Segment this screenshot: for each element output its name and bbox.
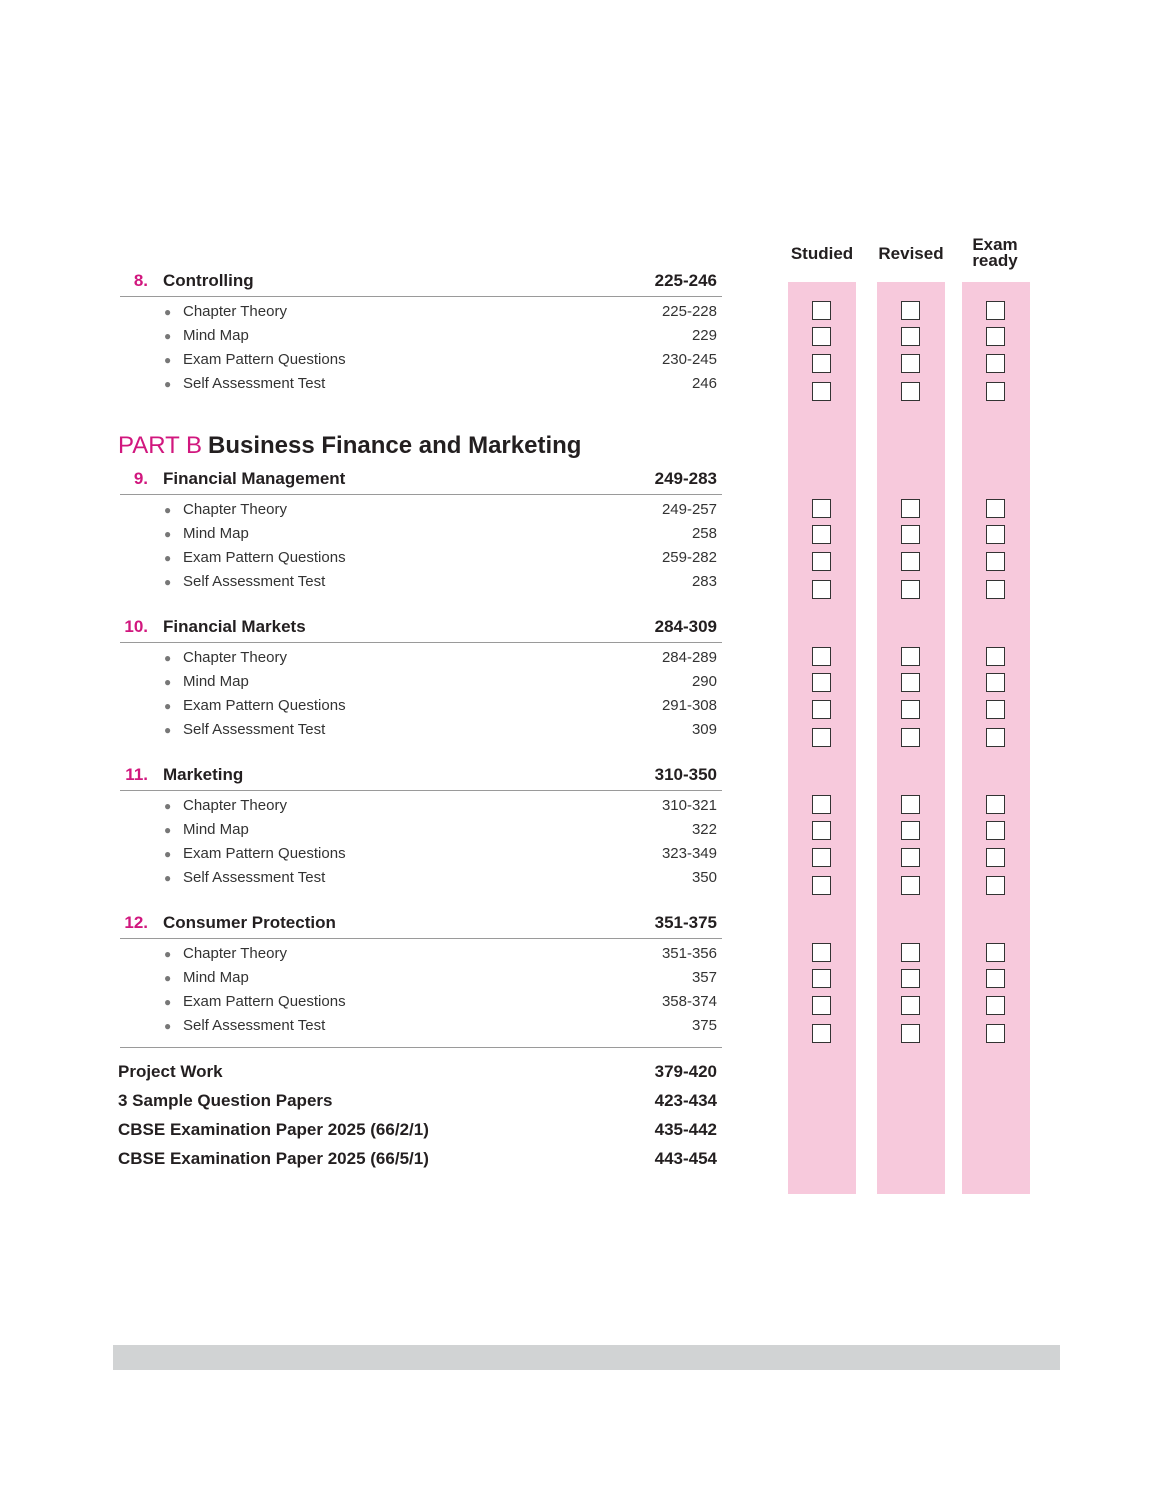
section-pages: 284-289: [661, 649, 717, 666]
checkbox-exam-ready[interactable]: [986, 821, 1005, 840]
checkbox-studied[interactable]: [812, 700, 831, 719]
checkbox-revised[interactable]: [901, 700, 920, 719]
section-label: Chapter Theory: [183, 797, 287, 814]
section-label: Chapter Theory: [183, 945, 287, 962]
chapter-rule: [120, 296, 722, 297]
checkbox-revised[interactable]: [901, 1024, 920, 1043]
bullet-icon: ●: [164, 651, 172, 665]
checkbox-exam-ready[interactable]: [986, 728, 1005, 747]
part-title: Business Finance and Marketing: [208, 432, 582, 459]
column-header-exam-ready-line2: ready: [972, 251, 1018, 270]
checkbox-exam-ready[interactable]: [986, 876, 1005, 895]
checkbox-exam-ready[interactable]: [986, 499, 1005, 518]
column-header-exam-ready-line1: Exam: [972, 235, 1018, 254]
section-label: Exam Pattern Questions: [183, 993, 346, 1010]
checkbox-studied[interactable]: [812, 647, 831, 666]
checkbox-revised[interactable]: [901, 580, 920, 599]
chapter-pages: 249-283: [654, 469, 717, 488]
checkbox-revised[interactable]: [901, 996, 920, 1015]
checkbox-studied[interactable]: [812, 795, 831, 814]
extra-title: 3 Sample Question Papers: [118, 1091, 333, 1110]
chapter-pages: 284-309: [654, 617, 717, 636]
chapter-number: 8.: [133, 271, 148, 290]
section-label: Self Assessment Test: [183, 721, 326, 738]
section-pages: 290: [691, 673, 717, 690]
checkbox-exam-ready[interactable]: [986, 647, 1005, 666]
section-label: Mind Map: [183, 525, 249, 542]
column-header-revised: Revised: [878, 244, 944, 263]
section-pages: 259-282: [661, 549, 717, 566]
chapter-rule: [120, 790, 722, 791]
checkbox-revised[interactable]: [901, 943, 920, 962]
checkbox-exam-ready[interactable]: [986, 327, 1005, 346]
chapter-rule: [120, 642, 722, 643]
checkbox-revised[interactable]: [901, 301, 920, 320]
chapter-number: 11.: [125, 765, 148, 784]
column-header-studied: Studied: [790, 244, 854, 263]
checkbox-exam-ready[interactable]: [986, 848, 1005, 867]
section-label: Chapter Theory: [183, 303, 287, 320]
checkbox-studied[interactable]: [812, 969, 831, 988]
extra-title: CBSE Examination Paper 2025 (66/5/1): [118, 1149, 429, 1168]
extra-pages: 435-442: [654, 1120, 717, 1139]
bullet-icon: ●: [164, 823, 172, 837]
checkbox-exam-ready[interactable]: [986, 552, 1005, 571]
chapter-rule: [120, 938, 722, 939]
checkbox-studied[interactable]: [812, 848, 831, 867]
checkbox-revised[interactable]: [901, 673, 920, 692]
extra-pages: 423-434: [654, 1091, 717, 1110]
section-label: Mind Map: [183, 969, 249, 986]
bullet-icon: ●: [164, 503, 172, 517]
section-label: Exam Pattern Questions: [183, 351, 346, 368]
section-pages: 351-356: [661, 945, 717, 962]
checkbox-studied[interactable]: [812, 876, 831, 895]
section-label: Exam Pattern Questions: [183, 697, 346, 714]
checkbox-studied[interactable]: [812, 382, 831, 401]
checkbox-studied[interactable]: [812, 1024, 831, 1043]
checkbox-exam-ready[interactable]: [986, 1024, 1005, 1043]
chapter-title: Financial Management: [163, 469, 346, 488]
checkbox-studied[interactable]: [812, 499, 831, 518]
extra-pages: 443-454: [654, 1149, 717, 1168]
checkbox-revised[interactable]: [901, 821, 920, 840]
checkbox-studied[interactable]: [812, 996, 831, 1015]
checkbox-revised[interactable]: [901, 969, 920, 988]
section-pages: 309: [691, 721, 717, 738]
section-label: Mind Map: [183, 327, 249, 344]
list-end-rule: [120, 1047, 722, 1048]
section-pages: 358-374: [661, 993, 717, 1010]
section-pages: 375: [691, 1017, 717, 1034]
section-label: Self Assessment Test: [183, 869, 326, 886]
extra-pages: 379-420: [654, 1062, 717, 1081]
chapter-number: 9.: [133, 469, 148, 488]
section-pages: 323-349: [661, 845, 717, 862]
checkbox-exam-ready[interactable]: [986, 580, 1005, 599]
section-label: Exam Pattern Questions: [183, 845, 346, 862]
bullet-icon: ●: [164, 723, 172, 737]
checkbox-exam-ready[interactable]: [986, 996, 1005, 1015]
bullet-icon: ●: [164, 675, 172, 689]
checkbox-studied[interactable]: [812, 821, 831, 840]
section-pages: 357: [691, 969, 717, 986]
column-header-exam-ready: [950, 237, 1040, 269]
checkbox-exam-ready[interactable]: [986, 301, 1005, 320]
chapter-number: 10.: [124, 617, 148, 636]
bullet-icon: ●: [164, 527, 172, 541]
checkbox-studied[interactable]: [812, 728, 831, 747]
section-label: Chapter Theory: [183, 649, 287, 666]
checkbox-exam-ready[interactable]: [986, 354, 1005, 373]
checkbox-exam-ready[interactable]: [986, 943, 1005, 962]
checkbox-studied[interactable]: [812, 525, 831, 544]
section-pages: 225-228: [661, 303, 717, 320]
checkbox-exam-ready[interactable]: [986, 673, 1005, 692]
checkbox-revised[interactable]: [901, 354, 920, 373]
bullet-icon: ●: [164, 377, 172, 391]
section-label: Chapter Theory: [183, 501, 287, 518]
checkbox-exam-ready[interactable]: [986, 969, 1005, 988]
checkbox-studied[interactable]: [812, 673, 831, 692]
chapter-title: Marketing: [163, 765, 244, 784]
chapter-number: 12.: [124, 913, 148, 932]
section-label: Mind Map: [183, 673, 249, 690]
chapter-pages: 351-375: [654, 913, 717, 932]
section-pages: 249-257: [661, 501, 717, 518]
bullet-icon: ●: [164, 871, 172, 885]
bullet-icon: ●: [164, 1019, 172, 1033]
checkbox-revised[interactable]: [901, 848, 920, 867]
section-pages: 291-308: [661, 697, 717, 714]
bullet-icon: ●: [164, 799, 172, 813]
section-pages: 230-245: [661, 351, 717, 368]
bullet-icon: ●: [164, 551, 172, 565]
bullet-icon: ●: [164, 699, 172, 713]
checkbox-studied[interactable]: [812, 943, 831, 962]
section-label: Self Assessment Test: [183, 1017, 326, 1034]
chapter-pages: 225-246: [654, 271, 717, 290]
checkbox-revised[interactable]: [901, 525, 920, 544]
checkbox-studied[interactable]: [812, 552, 831, 571]
checkbox-studied[interactable]: [812, 327, 831, 346]
bullet-icon: ●: [164, 847, 172, 861]
section-pages: 310-321: [661, 797, 717, 814]
checkbox-revised[interactable]: [901, 552, 920, 571]
section-label: Self Assessment Test: [183, 375, 326, 392]
footer-bar: [113, 1345, 1060, 1370]
bullet-icon: ●: [164, 353, 172, 367]
checkbox-studied[interactable]: [812, 354, 831, 373]
bullet-icon: ●: [164, 329, 172, 343]
section-pages: 283: [691, 573, 717, 590]
checkbox-exam-ready[interactable]: [986, 700, 1005, 719]
chapter-pages: 310-350: [654, 765, 717, 784]
checkbox-revised[interactable]: [901, 728, 920, 747]
bullet-icon: ●: [164, 575, 172, 589]
section-label: Mind Map: [183, 821, 249, 838]
checkbox-revised[interactable]: [901, 382, 920, 401]
chapter-title: Controlling: [163, 271, 254, 290]
checkbox-exam-ready[interactable]: [986, 525, 1005, 544]
chapter-rule: [120, 494, 722, 495]
bullet-icon: ●: [164, 995, 172, 1009]
checkbox-exam-ready[interactable]: [986, 795, 1005, 814]
checkbox-revised[interactable]: [901, 876, 920, 895]
checkbox-studied[interactable]: [812, 301, 831, 320]
section-label: Self Assessment Test: [183, 573, 326, 590]
part-code: PART B: [118, 432, 203, 459]
extra-title: Project Work: [118, 1062, 223, 1081]
chapter-title: Consumer Protection: [163, 913, 336, 932]
checkbox-revised[interactable]: [901, 795, 920, 814]
bullet-icon: ●: [164, 971, 172, 985]
section-pages: 322: [691, 821, 717, 838]
section-pages: 258: [691, 525, 717, 542]
section-pages: 246: [691, 375, 717, 392]
extra-title: CBSE Examination Paper 2025 (66/2/1): [118, 1120, 429, 1139]
checkbox-exam-ready[interactable]: [986, 382, 1005, 401]
bullet-icon: ●: [164, 947, 172, 961]
section-pages: 350: [691, 869, 717, 886]
section-label: Exam Pattern Questions: [183, 549, 346, 566]
checkbox-revised[interactable]: [901, 647, 920, 666]
chapter-title: Financial Markets: [163, 617, 306, 636]
section-pages: 229: [691, 327, 717, 344]
bullet-icon: ●: [164, 305, 172, 319]
checkbox-revised[interactable]: [901, 327, 920, 346]
checkbox-studied[interactable]: [812, 580, 831, 599]
checkbox-revised[interactable]: [901, 499, 920, 518]
